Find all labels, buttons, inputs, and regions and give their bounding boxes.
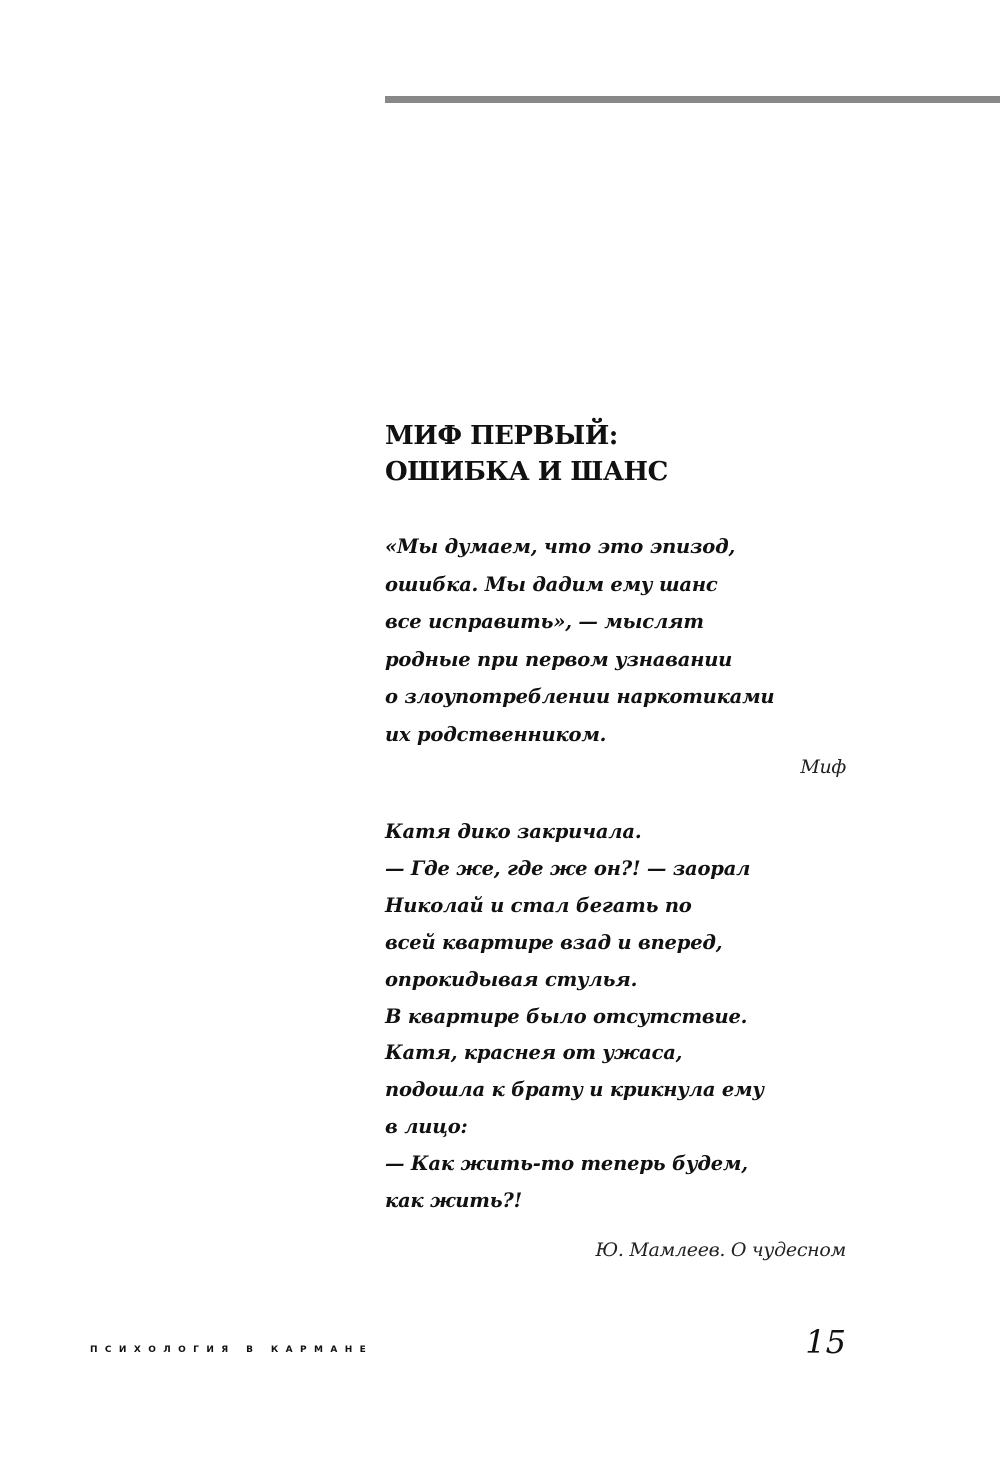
page-number: 15 bbox=[805, 1323, 846, 1361]
epigraph-line: о злоупотреблении наркотиками bbox=[385, 685, 775, 708]
epigraph-line: ошибка. Мы дадим ему шанс bbox=[385, 572, 718, 596]
epigraph-line: всей квартире взад и вперед, bbox=[385, 930, 723, 954]
top-rule bbox=[385, 96, 1000, 103]
epigraph-line: подошла к брату и крикнула ему bbox=[385, 1078, 764, 1102]
epigraph-quote bbox=[385, 814, 855, 1220]
chapter-title-line-2: ОШИБКА И ШАНС bbox=[385, 457, 668, 487]
epigraph-line: в лицо: bbox=[385, 1115, 468, 1139]
epigraph-line: как жить?! bbox=[385, 1189, 522, 1213]
epigraph-line: — Где же, где же он?! — заорал bbox=[385, 856, 751, 880]
epigraph-line: все исправить», — мыслят bbox=[385, 610, 704, 633]
epigraph-line: Николай и стал бегать по bbox=[385, 893, 692, 917]
epigraph-line: В квартире было отсутствие. bbox=[385, 1004, 748, 1028]
epigraph-line: их родственником. bbox=[385, 722, 607, 746]
epigraph-line: Катя дико закричала. bbox=[385, 820, 642, 843]
epigraph-line: — Как жить-то теперь будем, bbox=[385, 1152, 748, 1176]
footer-series-title: ПСИХОЛОГИЯ В КАРМАНЕ bbox=[90, 1345, 374, 1355]
epigraph-myth-attribution: Миф bbox=[800, 756, 846, 778]
chapter-title-line-1: МИФ ПЕРВЫЙ: bbox=[385, 421, 618, 451]
epigraph-line: «Мы думаем, что это эпизод, bbox=[385, 535, 736, 558]
epigraph-quote-attribution: Ю. Мамлеев. О чудесном bbox=[595, 1239, 846, 1261]
chapter-title bbox=[385, 418, 668, 490]
epigraph-myth bbox=[385, 528, 855, 753]
epigraph-line: Катя, краснея от ужаса, bbox=[385, 1041, 683, 1065]
epigraph-line: опрокидывая стулья. bbox=[385, 967, 638, 991]
epigraph-line: родные при первом узнавании bbox=[385, 647, 733, 671]
